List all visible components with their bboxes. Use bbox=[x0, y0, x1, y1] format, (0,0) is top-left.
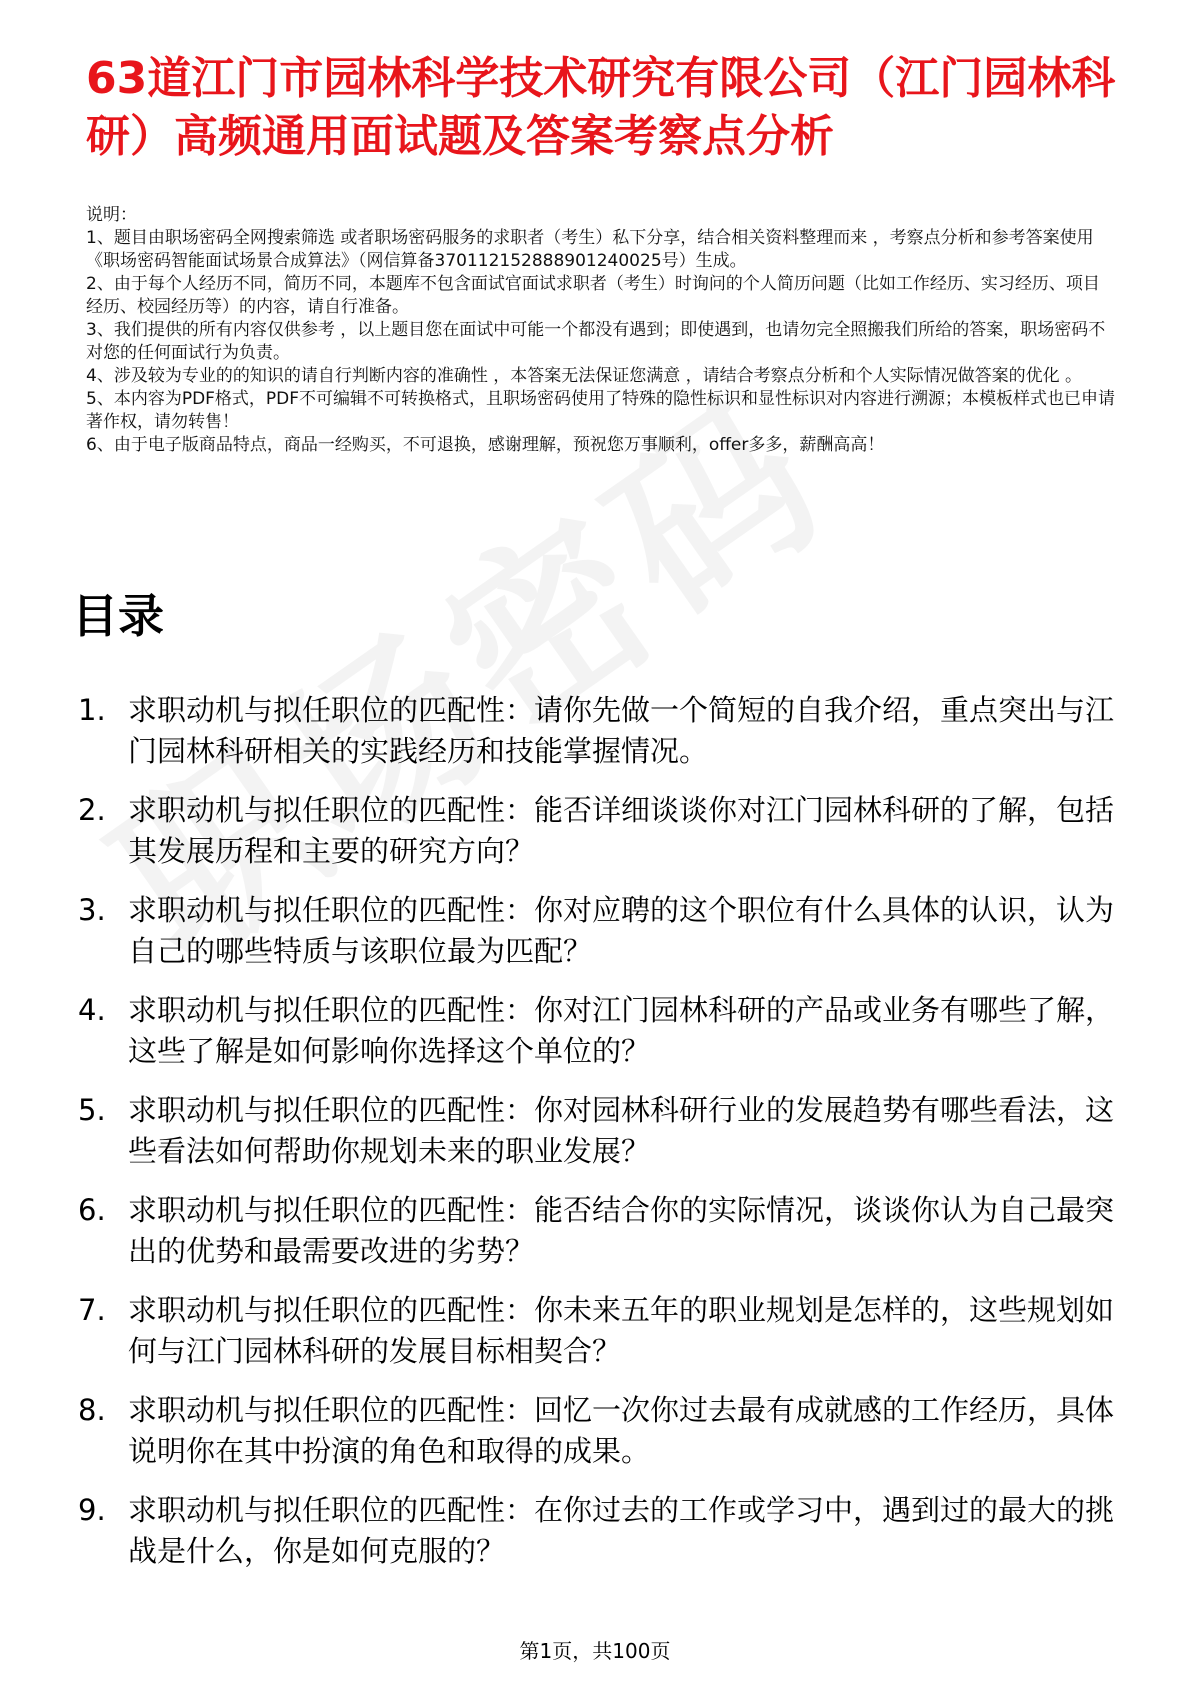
note-item-5: 5、本内容为PDF格式，PDF不可编辑不可转换格式，且职场密码使用了特殊的隐性标识和显性标识对内容进行溯源；本模板样式也已申请著作权，请勿转售！ bbox=[86, 389, 1116, 432]
toc-item[interactable] bbox=[72, 1190, 1132, 1272]
document-title: 63道江门市园林科学技术研究有限公司（江门园林科研）高频通用面试题及答案考察点分析 bbox=[86, 53, 1116, 162]
toc-item[interactable] bbox=[72, 890, 1132, 972]
notes-heading: 说明： bbox=[86, 205, 137, 225]
toc-item[interactable] bbox=[72, 1090, 1132, 1172]
toc-item-number: 1. bbox=[78, 693, 106, 727]
notes-section bbox=[86, 204, 1116, 457]
toc-item-number: 6. bbox=[78, 1193, 106, 1227]
toc-item-text: 求职动机与拟任职位的匹配性：请你先做一个简短的自我介绍，重点突出与江门园林科研相关的实践经历和技能掌握情况。 bbox=[128, 693, 1115, 768]
toc-item-text: 求职动机与拟任职位的匹配性：你对园林科研行业的发展趋势有哪些看法，这些看法如何帮助你规划未来的职业发展？ bbox=[128, 1093, 1115, 1168]
page-footer: 第1页，共100页 bbox=[519, 1639, 671, 1663]
toc-item-number: 8. bbox=[78, 1393, 106, 1427]
toc-item-text: 求职动机与拟任职位的匹配性：你未来五年的职业规划是怎样的，这些规划如何与江门园林科研的发展目标相契合？ bbox=[128, 1293, 1115, 1368]
toc-item-text: 求职动机与拟任职位的匹配性：你对江门园林科研的产品或业务有哪些了解，这些了解是如何影响你选择这个单位的？ bbox=[128, 993, 1115, 1068]
note-item-3: 3、我们提供的所有内容仅供参考 ，以上题目您在面试中可能一个都没有遇到；即使遇到，也请勿完全照搬我们所给的答案，职场密码不对您的任何面试行为负责。 bbox=[86, 320, 1106, 363]
toc-item[interactable] bbox=[72, 1390, 1132, 1472]
toc-item-number: 3. bbox=[78, 893, 106, 927]
toc-item-number: 2. bbox=[78, 793, 106, 827]
toc-item-number: 5. bbox=[78, 1093, 106, 1127]
toc-item-text: 求职动机与拟任职位的匹配性：能否详细谈谈你对江门园林科研的了解，包括其发展历程和主要的研究方向？ bbox=[128, 793, 1115, 868]
toc-item-text: 求职动机与拟任职位的匹配性：在你过去的工作或学习中，遇到过的最大的挑战是什么，你是如何克服的？ bbox=[128, 1493, 1115, 1568]
toc-item-text: 求职动机与拟任职位的匹配性：你对应聘的这个职位有什么具体的认识，认为自己的哪些特质与该职位最为匹配？ bbox=[128, 893, 1115, 968]
toc-item-text: 求职动机与拟任职位的匹配性：能否结合你的实际情况，谈谈你认为自己最突出的优势和最需要改进的劣势？ bbox=[128, 1193, 1115, 1268]
note-item-2: 2、由于每个人经历不同，简历不同，本题库不包含面试官面试求职者（考生）时询问的个人简历问题（比如工作经历、实习经历、项目经历、校园经历等）的内容，请自行准备。 bbox=[86, 274, 1100, 317]
toc-list bbox=[72, 690, 1132, 1590]
toc-item[interactable] bbox=[72, 790, 1132, 872]
toc-heading: 目录 bbox=[72, 589, 164, 643]
toc-item-number: 4. bbox=[78, 993, 106, 1027]
toc-item-text: 求职动机与拟任职位的匹配性：回忆一次你过去最有成就感的工作经历，具体说明你在其中扮演的角色和取得的成果。 bbox=[128, 1393, 1115, 1468]
toc-item[interactable] bbox=[72, 690, 1132, 772]
note-item-4: 4、涉及较为专业的的知识的请自行判断内容的准确性 ，本答案无法保证您满意 ，请结合考察点分析和个人实际情况做答案的优化 。 bbox=[86, 366, 1083, 386]
toc-item[interactable] bbox=[72, 1490, 1132, 1572]
toc-item-number: 9. bbox=[78, 1493, 106, 1527]
toc-item-number: 7. bbox=[78, 1293, 106, 1327]
note-item-1: 1、题目由职场密码全网搜索筛选 或者职场密码服务的求职者（考生）私下分享，结合相关资料整理而来 ，考察点分析和参考答案使用《职场密码智能面试场景合成算法》（网信算备370112152888901240025号）生成。 bbox=[86, 228, 1094, 271]
toc-item[interactable] bbox=[72, 990, 1132, 1072]
toc-item[interactable] bbox=[72, 1290, 1132, 1372]
note-item-6: 6、由于电子版商品特点，商品一经购买，不可退换，感谢理解，预祝您万事顺利，offer多多，薪酬高高！ bbox=[86, 435, 885, 455]
